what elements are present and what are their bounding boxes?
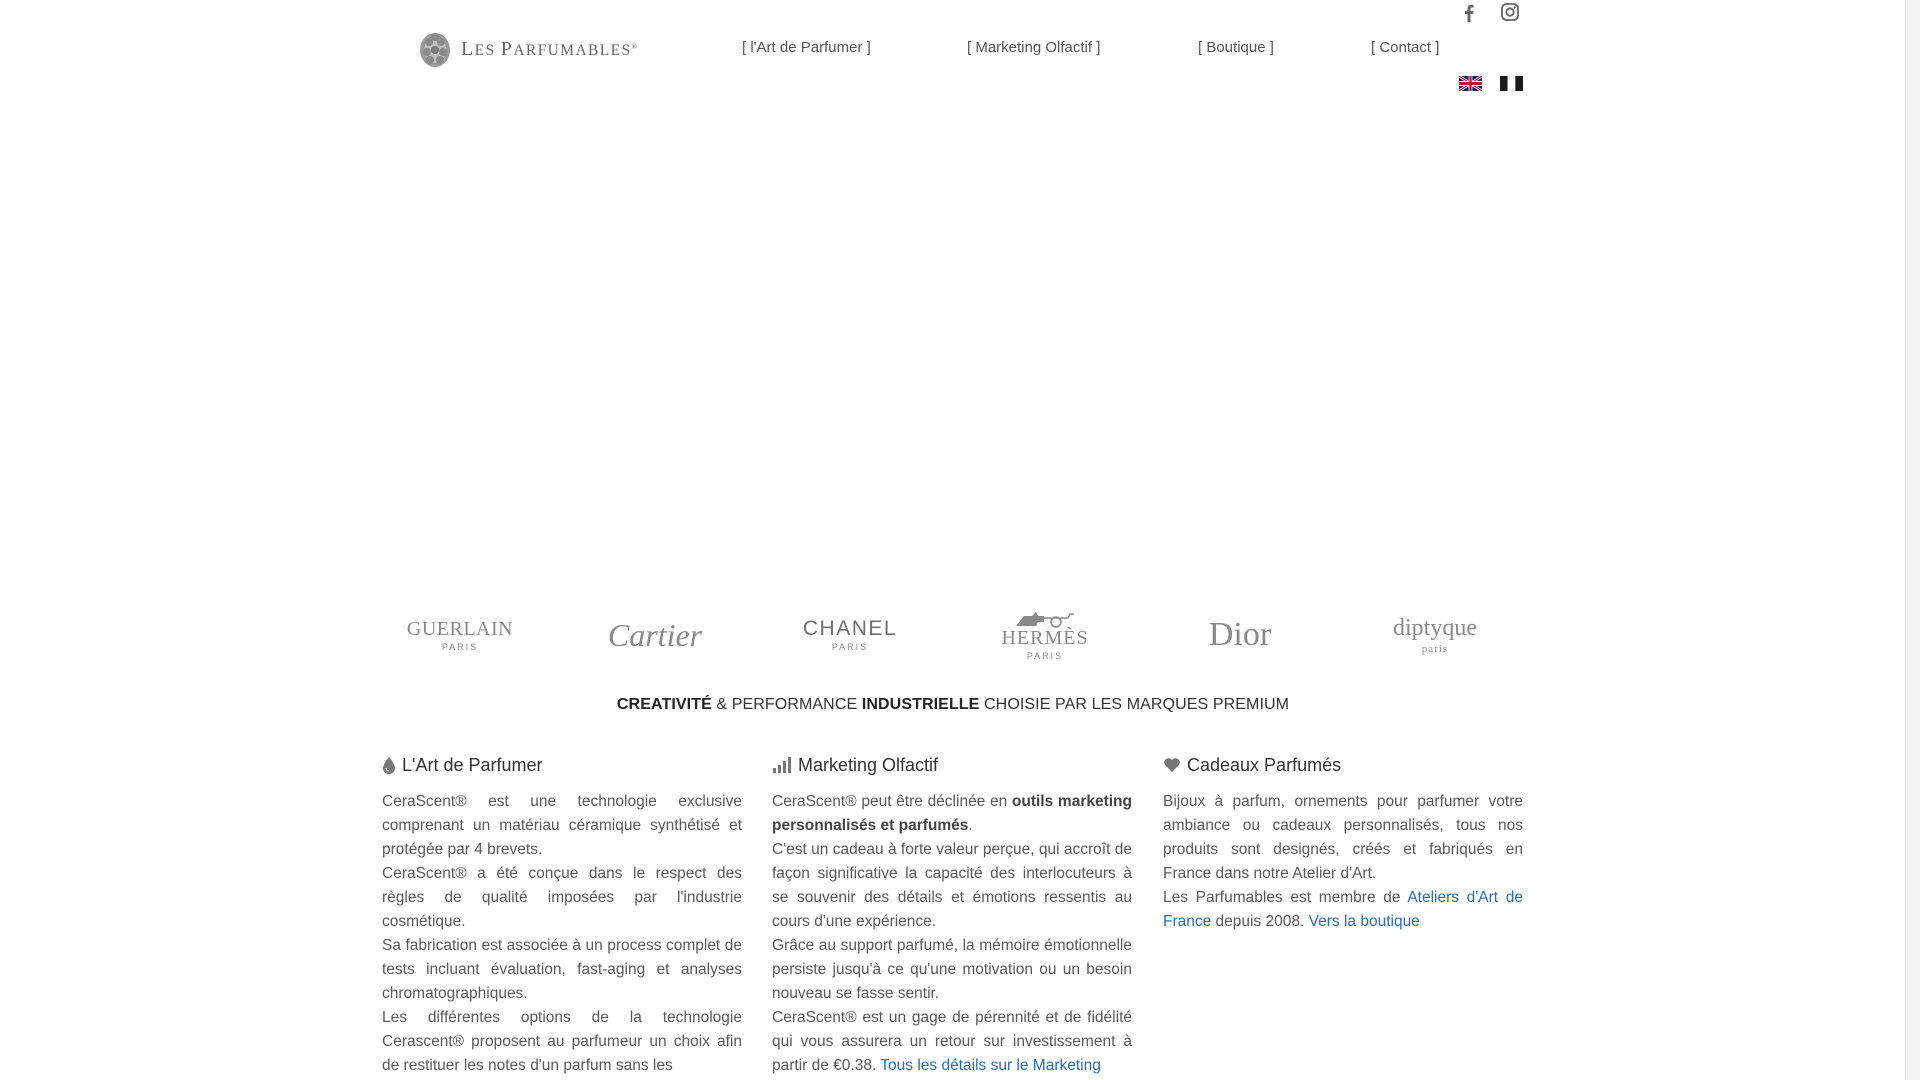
nav-item-boutique[interactable]: [ Boutique ] [1198,39,1274,56]
paragraph: C'est un cadeau à forte valeur perçue, qui accroît de façon significative la capacité des interlocuteurs à se souvenir des détails et émotions ressentis au cours d'une expérience. [772,841,1132,930]
logo-wordmark: LES PARFUMABLES® [461,37,639,60]
paragraph: CeraScent® peut être déclinée en outils marketing personnalisés et parfumés. [772,793,1132,834]
paragraph: CeraScent® est une technologie exclusive comprenant un matériau céramique synthétisé et protégée par 4 brevets. [382,793,742,858]
instagram-icon[interactable] [1500,2,1520,22]
paragraph: Bijoux à parfum, ornements pour parfumer votre ambiance ou cadeaux personnalisés, tous nos produits sont designés, créés et fabriqués en France dans notre Atelier d'Art. [1163,793,1523,882]
paragraph: Les Parfumables est membre de Ateliers d'Art de France depuis 2008. Vers la boutique [1163,889,1523,930]
brand-logo-cartier: Cartier [607,617,703,653]
paragraph: Grâce au support parfumé, la mémoire émotionnelle persiste jusqu'à ce qu'une motivation ou un besoin nouveau se fasse sentir. [772,937,1132,1002]
ateliers-art-france-link[interactable]: Ateliers d'Art de France [1163,889,1523,930]
marketing-details-link[interactable]: Tous les détails sur le Marketing [880,1057,1101,1074]
brand-logo-diptyque: diptyque paris [1393,614,1477,655]
drop-icon [382,756,396,774]
horse-carriage-icon [1010,610,1080,628]
brand-logos-strip [382,605,1524,665]
uk-flag-icon[interactable] [1459,76,1482,91]
nav-item-contact[interactable]: [ Contact ] [1371,39,1440,56]
france-flag-icon[interactable] [1500,76,1523,91]
facebook-icon[interactable] [1461,2,1477,22]
tagline: CREATIVITÉ & PERFORMANCE INDUSTRIELLE CHOISIE PAR LES MARQUES PREMIUM [616,696,1290,713]
main-nav [0,39,1920,59]
heart-icon [1163,757,1181,773]
brand-logo-guerlain: GUERLAIN PARIS [406,617,514,652]
page-scrollbar[interactable] [1905,0,1920,1080]
brand-logo-hermes: HERMÈS PARIS [970,605,1120,665]
section-cadeaux-parfumes [1163,752,1523,934]
section-title: L'Art de Parfumer [402,754,543,775]
paragraph: Sa fabrication est associée à un process complet de tests incluant évaluation, fast-aging et analyses chromatographiques. [382,937,742,1002]
nav-item-marketing-olfactif[interactable]: [ Marketing Olfactif ] [967,39,1101,56]
paragraph: Les différentes options de la technologie Cerascent® proposent au parfumeur un choix afin de restituer les notes d'un parfum sans les [382,1009,742,1074]
section-marketing-olfactif [772,752,1132,1078]
paragraph: CeraScent® a été conçue dans le respect des règles de qualité imposées par l'industrie cosmétique. [382,865,742,930]
paragraph: CeraScent® est un gage de pérennité et de fidélité qui vous assurera un retour sur investissement à partir de €0.38. Tous les détails sur le Marketing [772,1009,1132,1074]
section-title: Marketing Olfactif [798,754,939,775]
brand-logo-chanel: CHANEL PARIS [802,617,898,652]
boutique-link[interactable]: Vers la boutique [1308,913,1420,930]
section-art-de-parfumer [382,752,742,1078]
signal-bars-icon [772,757,792,773]
nav-item-art-de-parfumer[interactable]: [ l'Art de Parfumer ] [742,39,871,56]
section-title: Cadeaux Parfumés [1187,754,1342,775]
brand-logo-dior: Dior [1208,616,1272,653]
